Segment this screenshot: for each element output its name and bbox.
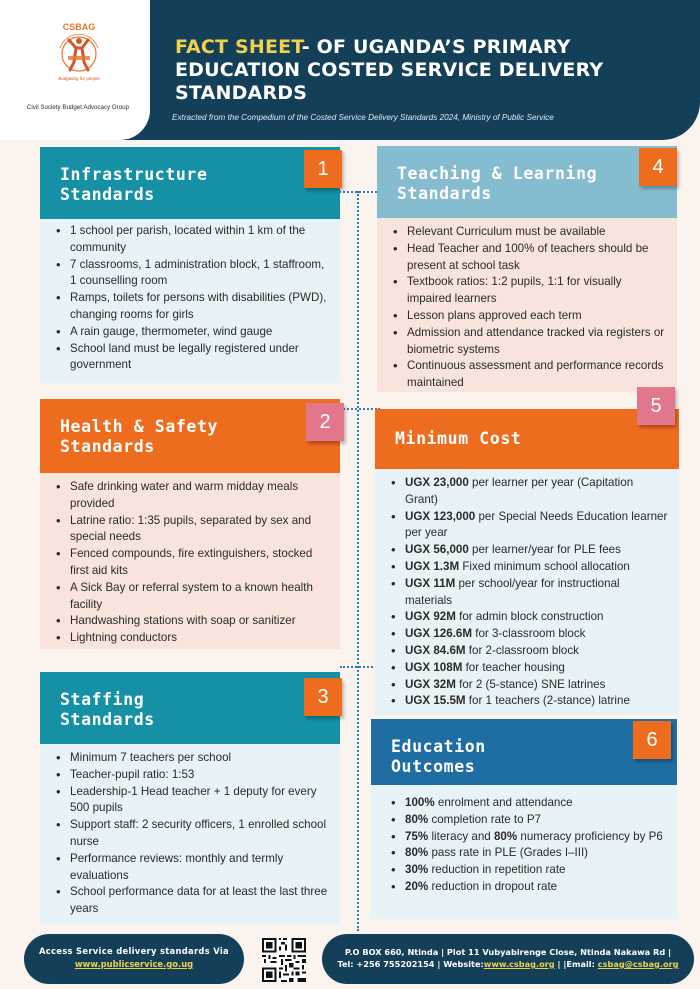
- dotted-connector-2: [340, 408, 380, 410]
- section-body: [40, 209, 340, 383]
- item-value: 80%: [493, 829, 518, 843]
- heading-line1: Staffing: [60, 690, 145, 709]
- section-banner: [375, 409, 679, 469]
- list-item: • Teacher-pupil ratio: 1:53: [62, 767, 330, 784]
- item-text: Fixed minimum school allocation: [459, 559, 630, 573]
- heading-line1: Infrastructure: [60, 165, 208, 184]
- list-item: • School performance data for at least the last three years: [62, 884, 330, 918]
- list-item: • Performance reviews: monthly and termly evaluations: [62, 851, 330, 885]
- section-heading: [391, 737, 486, 777]
- item-text: pass rate in PLE (Grades I–III): [428, 846, 589, 860]
- list-item: • Safe drinking water and warm midday meals provided: [62, 479, 330, 513]
- section-number-badge: 3: [304, 678, 342, 716]
- item-text: enrolment and attendance: [434, 796, 573, 809]
- teaching-learning-list: [377, 218, 677, 392]
- section-heading: [60, 165, 207, 205]
- section-minimum-cost: [375, 387, 679, 715]
- minimum-cost-list: [375, 469, 679, 710]
- item-text: numeracy proficiency by P6: [517, 829, 663, 843]
- list-item: • Fenced compounds, fire extinguishers, stocked first aid kits: [62, 546, 330, 580]
- list-item: [397, 660, 669, 677]
- item-value: 80%: [405, 812, 429, 826]
- item-text: completion rate to P7: [428, 812, 541, 826]
- heading-line2: Outcomes: [391, 757, 476, 776]
- list-item: • Ramps, toilets for persons with disabilities (PWD), changing rooms for girls: [62, 290, 330, 324]
- item-text: per learner per year (Capitation Grant): [405, 476, 634, 506]
- heading-line2: Standards: [60, 185, 155, 204]
- list-item: • 7 classrooms, 1 administration block, 1 staffroom, 1 counselling room: [62, 257, 330, 291]
- item-value: UGX 126.6M: [405, 627, 473, 641]
- section-number-badge: 4: [639, 148, 677, 186]
- list-item: • Handwashing stations with soap or sanitizer: [62, 613, 330, 630]
- item-value: UGX 11M: [405, 576, 456, 590]
- list-item: • Support staff: 2 security officers, 1 enrolled school nurse: [62, 817, 330, 851]
- item-value: UGX 84.6M: [405, 643, 466, 657]
- list-item: [397, 862, 667, 879]
- item-text: reduction in repetition rate: [428, 863, 566, 877]
- section-number-badge: 1: [304, 150, 342, 188]
- section-number-badge: 2: [306, 403, 344, 441]
- list-item: • 1 school per parish, located within 1 km of the community: [62, 223, 330, 257]
- header-banner: [0, 0, 700, 140]
- list-item: • Relevant Curriculum must be available: [399, 224, 667, 241]
- item-text: for 1 teachers (2-stance) latrine: [465, 694, 630, 708]
- list-item: [397, 609, 669, 626]
- list-item: [397, 829, 667, 846]
- access-text: Access Service delivery standards Via: [38, 946, 229, 956]
- list-item: [397, 795, 667, 812]
- infrastructure-list: [40, 209, 340, 374]
- item-value: UGX 92M: [405, 610, 456, 624]
- item-value: UGX 123,000: [405, 509, 476, 523]
- page-title: [175, 36, 685, 105]
- title-rest: - OF UGANDA’S PRIMARY EDUCATION COSTED SERVICE DELIVERY STANDARDS: [175, 36, 604, 104]
- list-item: [397, 845, 667, 862]
- page-subtitle: Extracted from the Compedium of the Costed Service Delivery Standards 2024, Ministry of Public Service: [172, 113, 554, 122]
- heading-line2: Standards: [60, 437, 155, 456]
- section-body: [377, 218, 677, 392]
- item-text: reduction in dropout rate: [428, 879, 558, 893]
- list-item: [397, 576, 669, 610]
- dotted-connector-3: [340, 666, 380, 668]
- section-body: [40, 473, 340, 649]
- item-value: UGX 23,000: [405, 476, 469, 489]
- item-text: for teacher housing: [462, 660, 565, 674]
- list-item: • Lesson plans approved each term: [399, 308, 667, 325]
- item-text: for admin block construction: [455, 610, 604, 624]
- section-body: [40, 744, 340, 924]
- health-safety-list: [40, 473, 340, 647]
- item-value: UGX 56,000: [405, 543, 469, 557]
- qr-code-icon[interactable]: [262, 938, 306, 982]
- list-item: • Continuous assessment and performance records maintained: [399, 358, 667, 392]
- section-heading: [60, 690, 155, 730]
- list-item: [397, 542, 669, 559]
- item-text: for 2-classroom block: [465, 643, 579, 657]
- heading-line2: Standards: [60, 710, 155, 729]
- heading-line1: Education: [391, 737, 486, 756]
- footer-contact-pill: [322, 934, 694, 984]
- education-outcomes-list: [371, 785, 677, 896]
- section-number-badge: 6: [633, 721, 671, 759]
- list-item: • Textbook ratios: 1:2 pupils, 1:1 for visually impaired learners: [399, 274, 667, 308]
- footer-contact-line: [322, 959, 694, 969]
- list-item: • Minimum 7 teachers per school: [62, 750, 330, 767]
- list-item: [397, 879, 667, 896]
- list-item: [397, 626, 669, 643]
- section-infrastructure: [40, 147, 340, 383]
- staffing-list: [40, 744, 340, 918]
- csbag-logo-icon: [50, 16, 108, 90]
- list-item: • Lightning conductors: [62, 630, 330, 647]
- item-text: per Special Needs Education learner per year: [405, 509, 668, 540]
- footer-access-pill: [24, 934, 244, 984]
- item-text: per learner/year for PLE fees: [468, 543, 621, 557]
- org-name: Civil Society Budget Advocacy Group: [26, 104, 130, 111]
- email-label: | |Email:: [554, 959, 598, 969]
- list-item: [397, 677, 669, 694]
- section-heading: Minimum Cost: [395, 429, 522, 448]
- item-value: UGX 32M: [405, 677, 456, 691]
- section-staffing: [40, 672, 340, 924]
- section-body: [371, 785, 677, 919]
- list-item: [397, 693, 669, 710]
- list-item: • A rain gauge, thermometer, wind gauge: [62, 324, 330, 341]
- section-banner: [377, 146, 677, 218]
- section-banner: [40, 399, 340, 473]
- logo-area: [0, 0, 150, 140]
- tel-label: Tel: +256 755202154 | Website:: [337, 959, 484, 969]
- item-value: UGX 15.5M: [405, 694, 466, 708]
- list-item: • A Sick Bay or referral system to a known health facility: [62, 580, 330, 614]
- section-body: [375, 469, 679, 715]
- list-item: • Leadership-1 Head teacher + 1 deputy for every 500 pupils: [62, 784, 330, 818]
- list-item: • Admission and attendance tracked via registers or biometric systems: [399, 325, 667, 359]
- item-value: 20%: [405, 879, 429, 893]
- section-education-outcomes: [371, 719, 677, 919]
- access-link[interactable]: www.publicservice.go.ug: [74, 959, 194, 969]
- heading-line2: Standards: [397, 184, 492, 203]
- item-value: 100%: [405, 796, 435, 809]
- item-value: UGX 108M: [405, 660, 463, 674]
- footer-address: P.O BOX 660, Ntinda | Plot 11 Vubyabirenge Close, Ntinda Nakawa Rd |: [344, 947, 672, 957]
- item-text: per school/year for instructional materials: [405, 576, 620, 607]
- dotted-connector-vertical: [357, 191, 359, 931]
- list-item: • Latrine ratio: 1:35 pupils, separated by sex and special needs: [62, 513, 330, 547]
- list-item: [397, 475, 669, 509]
- item-value: UGX 1.3M: [405, 559, 460, 573]
- list-item: • School land must be legally registered under government: [62, 341, 330, 375]
- item-text: for 3-classroom block: [472, 627, 586, 641]
- website-link[interactable]: www.csbag.org: [483, 959, 555, 969]
- item-value: 80%: [405, 846, 429, 860]
- item-text: for 2 (5-stance) SNE latrines: [455, 677, 606, 691]
- section-number-badge: 5: [637, 387, 675, 425]
- item-value: 75%: [405, 829, 429, 843]
- list-item: • Head Teacher and 100% of teachers should be present at school task: [399, 241, 667, 275]
- section-heading: [60, 417, 218, 457]
- title-accent: FACT SHEET: [175, 36, 302, 58]
- list-item: [397, 812, 667, 829]
- section-teaching-learning: [377, 146, 677, 392]
- section-banner: [371, 719, 677, 785]
- list-item: [397, 509, 669, 543]
- email-link[interactable]: csbag@csbag.org: [597, 959, 679, 969]
- section-health-safety: [40, 399, 340, 649]
- logo-tagline: Budgeting for people: [58, 76, 100, 81]
- logo-text: CSBAG: [62, 22, 96, 32]
- item-text: literacy and: [428, 829, 494, 843]
- section-banner: [40, 147, 340, 219]
- item-value: 30%: [405, 863, 429, 877]
- heading-line1: Health & Safety: [60, 417, 219, 436]
- heading-line1: Teaching & Learning: [397, 164, 598, 183]
- list-item: [397, 643, 669, 660]
- section-banner: [40, 672, 340, 744]
- list-item: [397, 559, 669, 576]
- section-heading: [397, 164, 597, 204]
